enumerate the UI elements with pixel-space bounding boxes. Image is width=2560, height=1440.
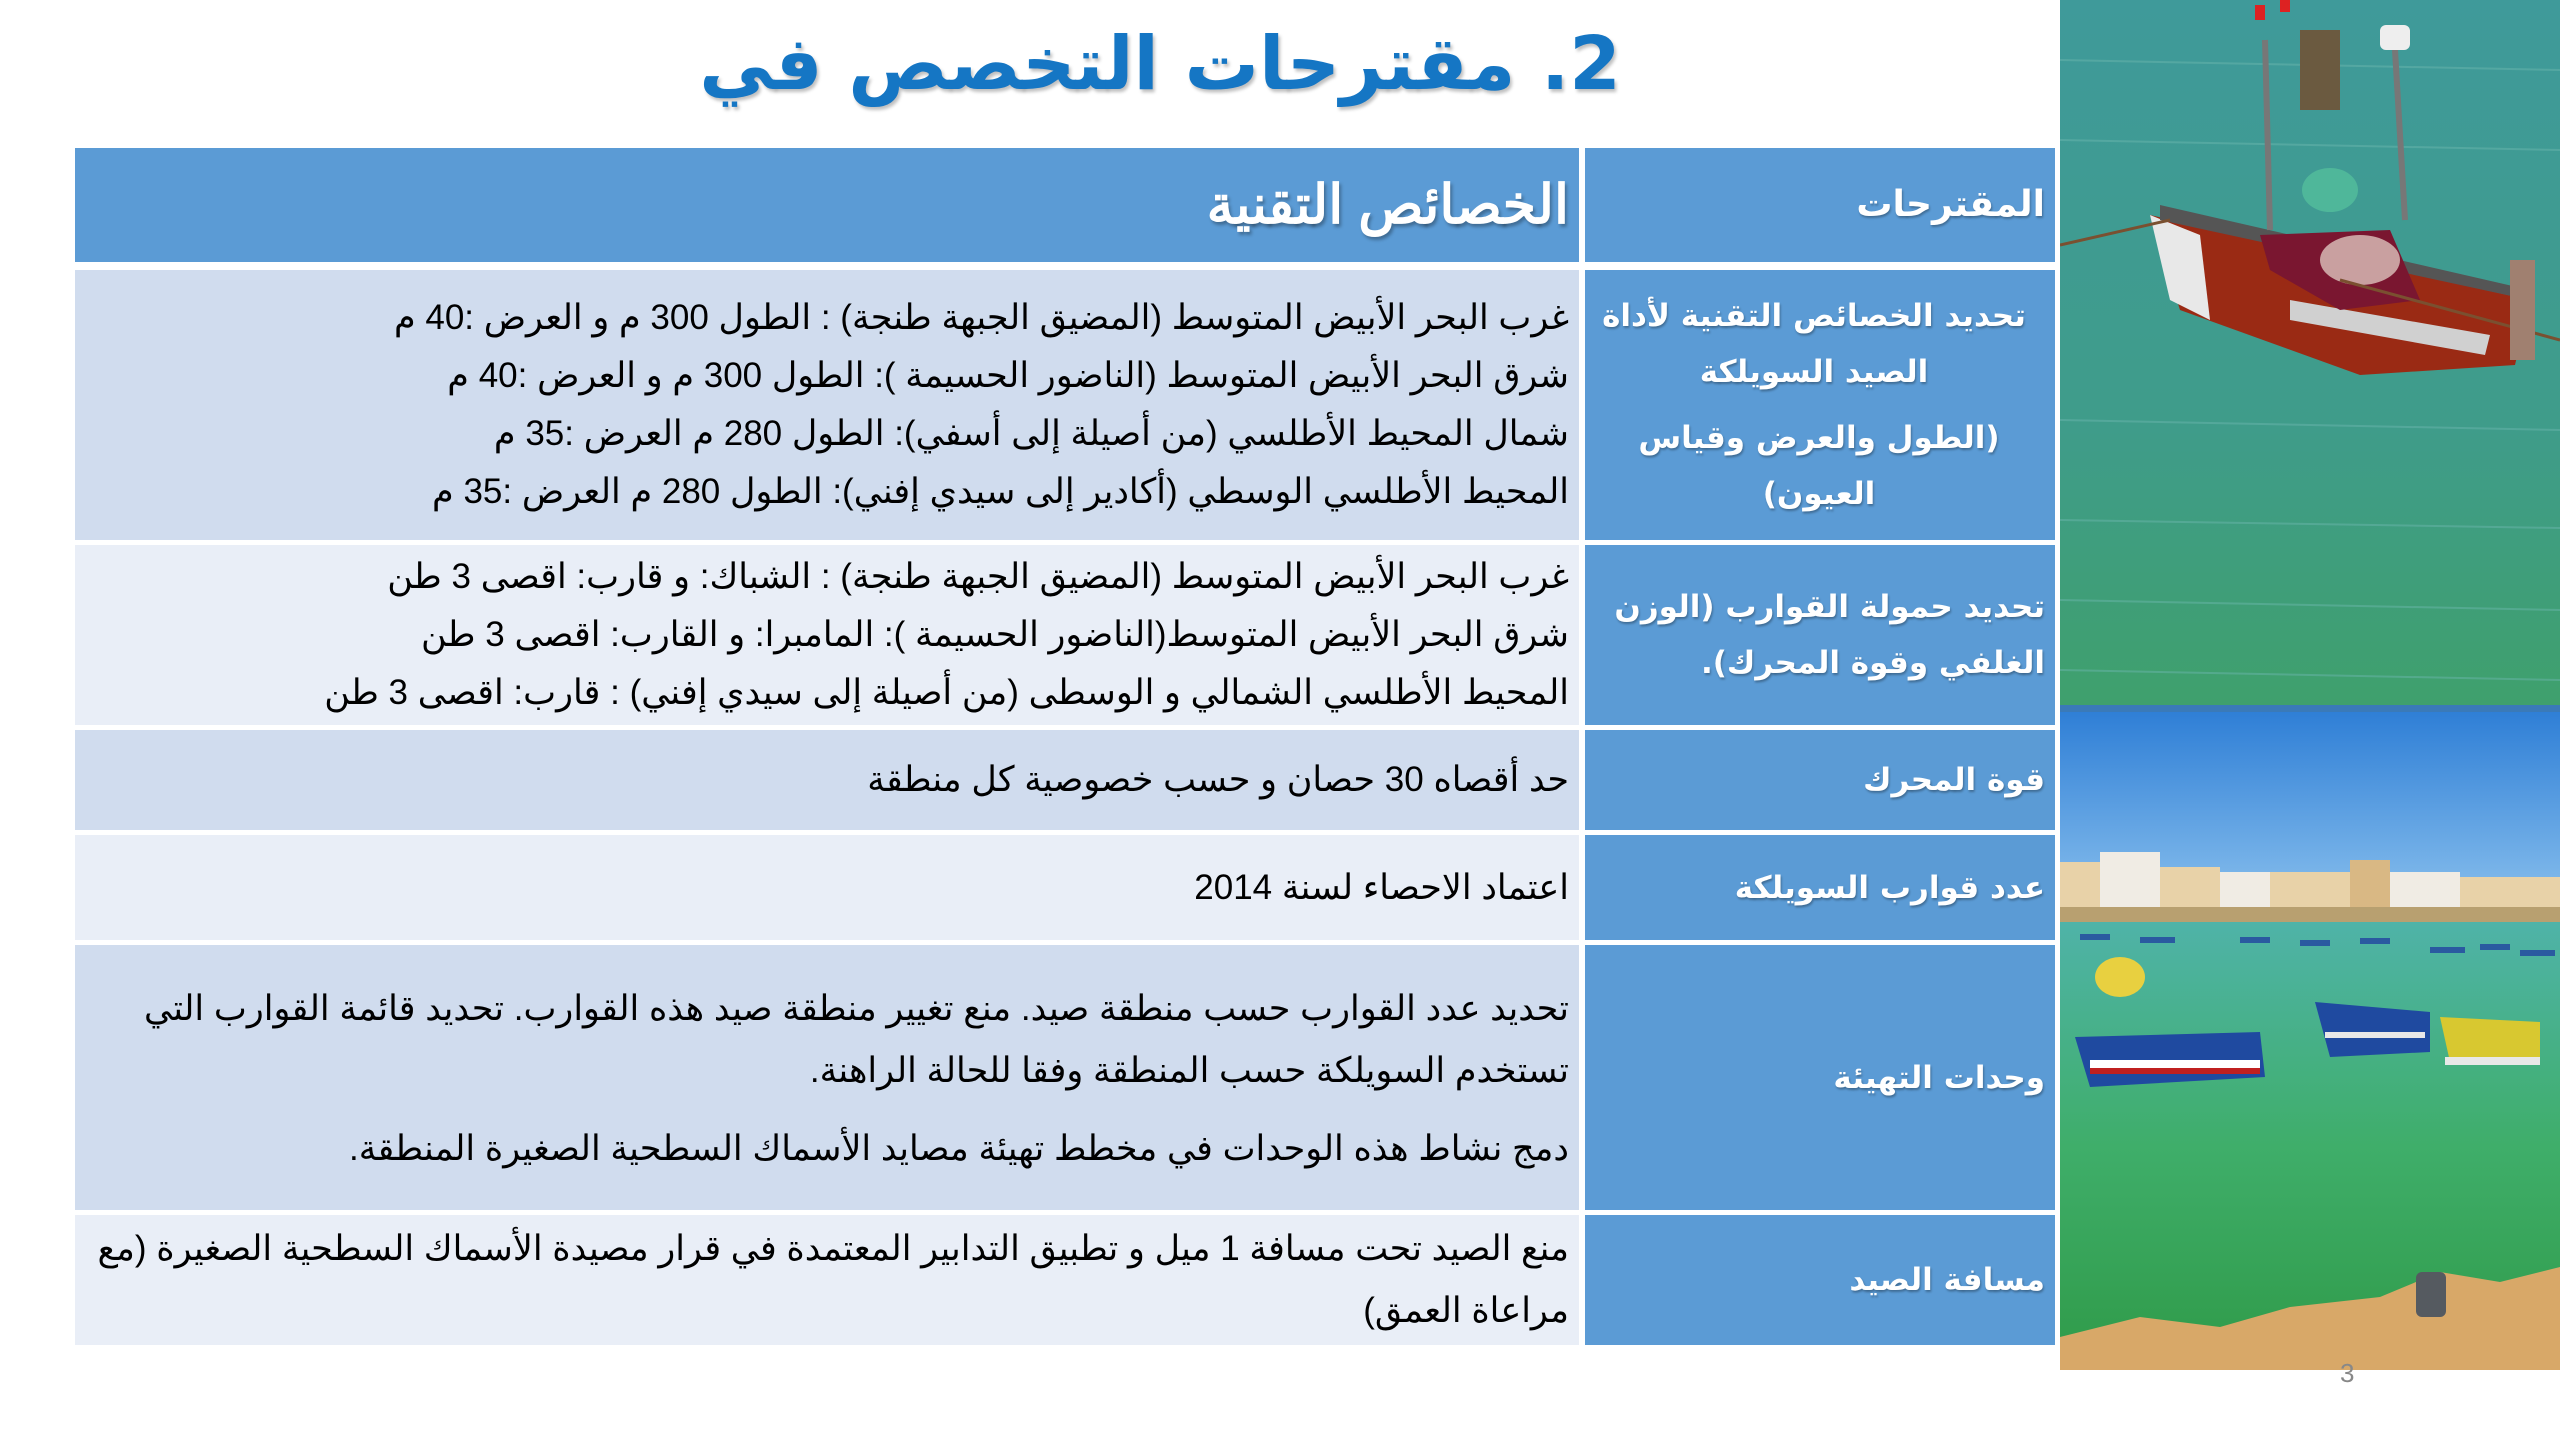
- table-row: [75, 835, 2055, 940]
- row-label: [1585, 270, 2055, 540]
- row-label-line: مسافة الصيد: [1849, 1262, 2045, 1298]
- row-label: [1585, 730, 2055, 830]
- header-proposals-label: المقترحات: [1856, 184, 2045, 225]
- row-label-line: تحديد الخصائص التقنية لأداة الصيد السويلكة: [1602, 298, 2026, 390]
- table-row: [75, 1215, 2055, 1345]
- value-line: شرق البحر الأبيض المتوسط(الناضور الحسيمة ): المامبرا: و القارب: اقصى 3 طن: [421, 615, 1569, 654]
- value-line: المحيط الأطلسي الوسطي (أكادير إلى سيدي إفني): الطول 280 م العرض :35 م: [432, 472, 1569, 511]
- header-characteristics-label: الخصائص التقنية: [1206, 175, 1569, 235]
- value-line: حد أقصاه 30 حصان و حسب خصوصية كل منطقة: [867, 760, 1569, 799]
- slide-title: 2. مقترحات التخصص في: [699, 21, 1621, 107]
- table-row: [75, 945, 2055, 1210]
- row-label-line: تحديد حمولة القوارب (الوزن الغلفي وقوة المحرك).: [1614, 589, 2045, 681]
- row-label: [1585, 945, 2055, 1210]
- harbor-photo: [2060, 712, 2560, 1370]
- harbor-image: [2060, 712, 2560, 1370]
- row-value: [75, 545, 1579, 725]
- row-label-line: (الطول والعرض وقياس العيون): [1638, 420, 2000, 512]
- value-paragraph: دمج نشاط هذه الوحدات في مخطط تهيئة مصايد الأسماك السطحية الصغيرة المنطقة.: [349, 1128, 1569, 1168]
- value-line: شمال المحيط الأطلسي (من أصيلة إلى أسفي): الطول 280 م العرض :35 م: [493, 414, 1569, 453]
- table-row: [75, 270, 2055, 540]
- value-line: غرب البحر الأبيض المتوسط (المضيق الجبهة طنجة) : الشباك: و قارب: اقصى 3 طن: [387, 557, 1569, 596]
- value-line: شرق البحر الأبيض المتوسط (الناضور الحسيمة ): الطول 300 م و العرض :40 م: [447, 356, 1569, 395]
- row-label: [1585, 545, 2055, 725]
- row-label-line: قوة المحرك: [1863, 762, 2045, 798]
- row-label: [1585, 1215, 2055, 1345]
- page-number: 3: [2340, 1358, 2355, 1388]
- row-value: [75, 270, 1579, 540]
- value-paragraph: منع الصيد تحت مسافة 1 ميل و تطبيق التدابير المعتمدة في قرار مصيدة الأسماك السطحية الصغيرة (مع مراعاة العمق): [97, 1229, 1569, 1330]
- row-label-line: عدد قوارب السويلكة: [1734, 869, 2045, 906]
- value-line: اعتماد الاحصاء لسنة 2014: [1194, 867, 1569, 907]
- row-label-line: وحدات التهيئة: [1833, 1059, 2045, 1096]
- header-proposals: [1585, 148, 2055, 262]
- header-characteristics: [75, 148, 1579, 262]
- row-value: [75, 835, 1579, 940]
- table-header-row: [75, 148, 2055, 262]
- table-row: [75, 545, 2055, 725]
- row-value: [75, 730, 1579, 830]
- row-label: [1585, 835, 2055, 940]
- fishing-boat-photo: [2060, 0, 2560, 712]
- value-line: المحيط الأطلسي الشمالي و الوسطى (من أصيلة إلى سيدي إفني) : قارب: اقصى 3 طن: [324, 673, 1569, 712]
- table-row: [75, 730, 2055, 830]
- row-value: [75, 945, 1579, 1210]
- fishing-boat-image: [2060, 0, 2560, 712]
- value-line: غرب البحر الأبيض المتوسط (المضيق الجبهة طنجة) : الطول 300 م و العرض :40 م: [393, 298, 1569, 337]
- value-paragraph: تحديد عدد القوارب حسب منطقة صيد. منع تغيير منطقة صيد هذه القوارب. تحديد قائمة القوارب التي تستخدم السويلكة حسب المنطقة وفقا للحالة الراهنة.: [144, 988, 1569, 1090]
- row-value: [75, 1215, 1579, 1345]
